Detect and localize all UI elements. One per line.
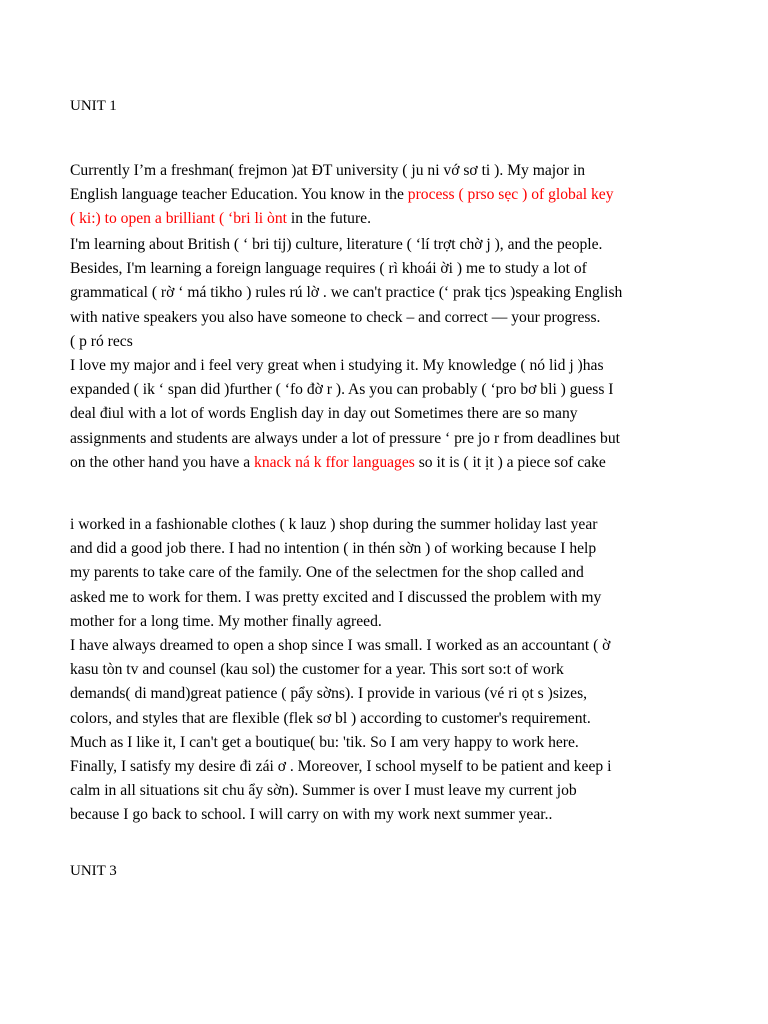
paragraph-line: Currently I’m a freshman( frejmon )at ĐT university ( ju ni vớ sơ ti ). My major in [70, 162, 586, 179]
paragraph-major [70, 354, 710, 475]
paragraph-line: I have always dreamed to open a shop since I was small. I worked as an accountant ( ờ [70, 637, 611, 654]
paragraph-line: asked me to work for them. I was pretty excited and I discussed the problem with my [70, 588, 602, 606]
paragraph-line: assignments and students are always under a lot of pressure ‘ pre jo r from deadlines but [70, 429, 620, 447]
highlighted-text: process ( prso sẹc ) of global key [407, 186, 614, 204]
paragraph-line [70, 451, 710, 475]
paragraph-line: Much as I like it, I can't get a boutique( bu: 'tik. So I am very happy to work here. [70, 733, 579, 751]
paragraph-line: I'm learning about British ( ‘ bri tij) culture, literature ( ‘lí trợt chờ j ), and the people. [70, 236, 603, 253]
line-text: in the future. [286, 210, 371, 228]
line-text: English language teacher Education. You know in the [70, 186, 408, 204]
paragraph-freshman [70, 159, 710, 232]
paragraph-line: expanded ( ik ‘ span did )further ( ‘fo đờ r ). As you can probably ( ‘pro bơ bli ) guess I [70, 381, 614, 399]
paragraph-line [70, 183, 710, 207]
paragraph-line: colors, and styles that are flexible (flek sơ bl ) according to customer's requirement. [70, 709, 591, 727]
paragraph-line: kasu tòn tv and counsel (kau sol) the customer for a year. This sort so:t of work [70, 661, 564, 679]
paragraph-line: and did a good job there. I had no intention ( in thén sờn ) of working because I help [70, 540, 597, 558]
paragraph-line: Besides, I'm learning a foreign language requires ( rì khoái ời ) me to study a lot of [70, 260, 587, 278]
paragraph-line: with native speakers you also have someone to check – and correct — your progress. [70, 308, 601, 326]
line-text: on the other hand you have a [70, 453, 255, 471]
paragraph-learning [70, 233, 710, 354]
paragraph-line: demands( di mand)great patience ( pẩy sờns). I provide in various (vé ri ọt s )sizes, [70, 685, 588, 703]
line-text: so it is ( it ịt ) a piece sof cake [414, 453, 606, 471]
paragraph-line: i worked in a fashionable clothes ( k lauz ) shop during the summer holiday last year [70, 516, 598, 533]
paragraph-line: I love my major and i feel very great when i studying it. My knowledge ( nó lid j )has [70, 357, 604, 374]
paragraph-line: calm in all situations sit chu ẩy sờn). Summer is over I must leave my current job [70, 782, 577, 800]
unit-3-heading: UNIT 3 [70, 863, 117, 879]
paragraph-line: Finally, I satisfy my desire đi zái ơ . Moreover, I school myself to be patient and keep i [70, 757, 612, 775]
paragraph-dream-shop [70, 634, 710, 828]
paragraph-line: deal điul with a lot of words English day in day out Sometimes there are so many [70, 405, 578, 423]
highlighted-text: ( ki:) to open a brilliant ( ‘bri li ònt [70, 210, 287, 228]
paragraph-line: mother for a long time. My mother finally agreed. [70, 612, 382, 630]
paragraph-line: because I go back to school. I will carry on with my work next summer year.. [70, 806, 553, 824]
paragraph-line: my parents to take care of the family. One of the selectmen for the shop called and [70, 564, 584, 582]
document-page [70, 0, 710, 1024]
highlighted-text: knack ná k ffor languages [254, 453, 415, 471]
paragraph-line [70, 207, 710, 231]
paragraph-line: grammatical ( rờ ‘ má tikho ) rules rú lờ . we can't practice (‘ prak tịcs )speaking English [70, 284, 623, 302]
paragraph-clothes-shop [70, 513, 710, 634]
paragraph-line: ( p ró recs [70, 332, 133, 350]
unit-1-heading: UNIT 1 [70, 98, 117, 114]
